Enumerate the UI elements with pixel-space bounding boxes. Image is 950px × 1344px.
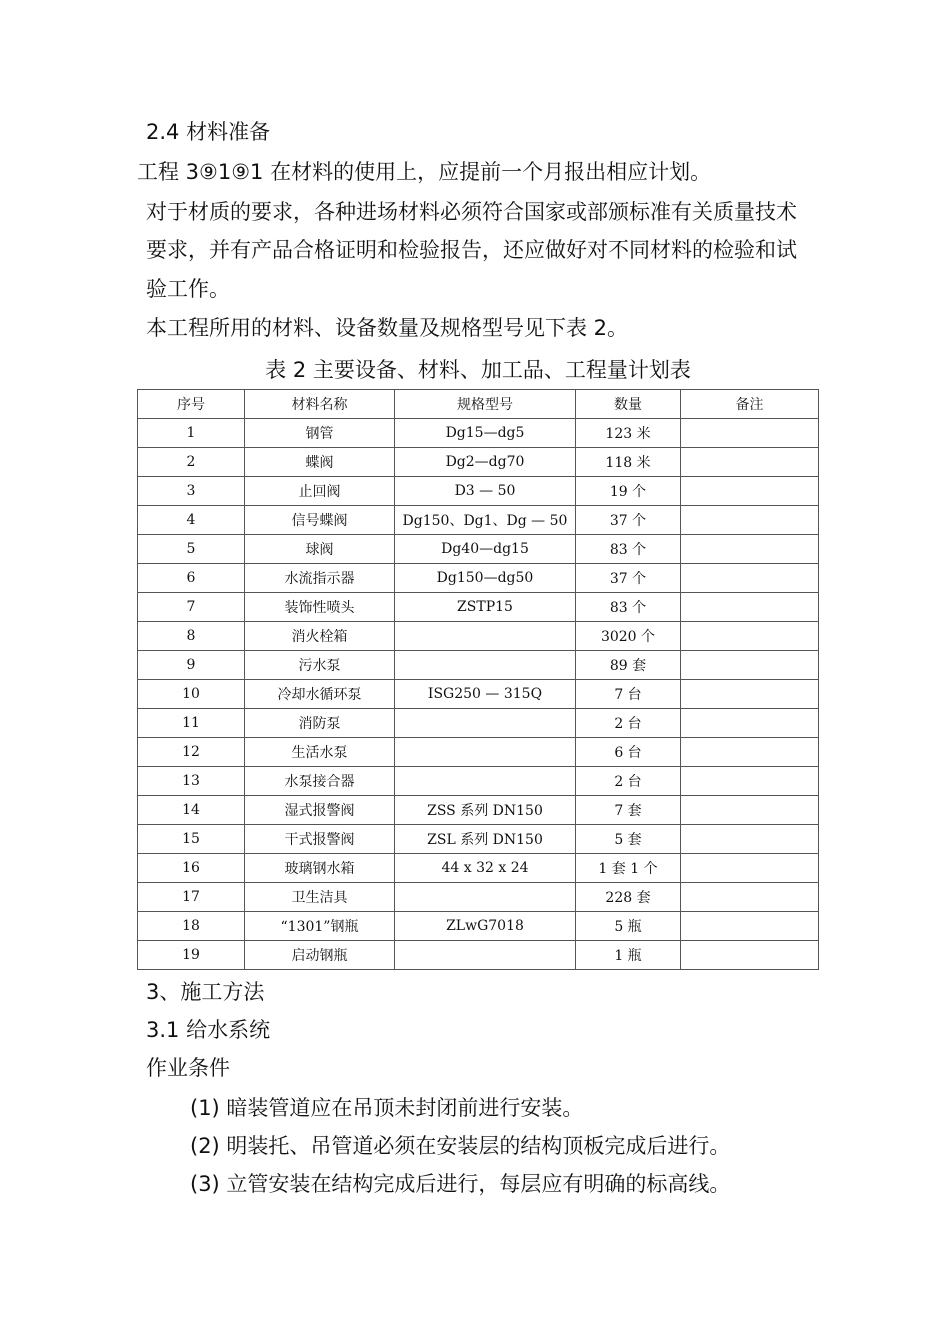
cell-quantity: 5 瓶 (576, 912, 681, 941)
cell-spec: Dg15—dg5 (395, 419, 576, 448)
cell-remark (681, 506, 819, 535)
cell-quantity: 37 个 (576, 506, 681, 535)
cell-quantity: 228 套 (576, 883, 681, 912)
table-row (138, 796, 819, 825)
table-caption: 表 2 主要设备、材料、加工品、工程量计划表 (265, 358, 691, 382)
cell-spec: Dg40—dg15 (395, 535, 576, 564)
cell-index: 1 (138, 419, 245, 448)
table-row (138, 622, 819, 651)
cell-name: 水流指示器 (245, 564, 395, 593)
col-header-index: 序号 (138, 390, 245, 419)
cell-name: 启动钢瓶 (245, 941, 395, 970)
table-row (138, 912, 819, 941)
cell-spec: D3 — 50 (395, 477, 576, 506)
table-row (138, 883, 819, 912)
table-row (138, 593, 819, 622)
cell-index: 6 (138, 564, 245, 593)
cell-index: 3 (138, 477, 245, 506)
cell-index: 15 (138, 825, 245, 854)
cell-spec: ZSL 系列 DN150 (395, 825, 576, 854)
cell-name: 卫生洁具 (245, 883, 395, 912)
cell-name: 信号蝶阀 (245, 506, 395, 535)
paragraph-quality-line-3: 验工作。 (146, 277, 230, 301)
cell-name: 止回阀 (245, 477, 395, 506)
cell-spec: Dg150、Dg1、Dg — 50 (395, 506, 576, 535)
cell-name: “1301”钢瓶 (245, 912, 395, 941)
cell-remark (681, 854, 819, 883)
cell-name: 污水泵 (245, 651, 395, 680)
cell-remark (681, 651, 819, 680)
cell-remark (681, 593, 819, 622)
cell-spec (395, 738, 576, 767)
cell-quantity: 83 个 (576, 535, 681, 564)
cell-index: 2 (138, 448, 245, 477)
cell-index: 5 (138, 535, 245, 564)
cell-quantity: 118 米 (576, 448, 681, 477)
cell-spec: 44 x 32 x 24 (395, 854, 576, 883)
cell-index: 8 (138, 622, 245, 651)
cell-spec: Dg150—dg50 (395, 564, 576, 593)
condition-item-1: (1) 暗装管道应在吊顶未封闭前进行安装。 (190, 1096, 584, 1120)
table-row (138, 651, 819, 680)
cell-index: 7 (138, 593, 245, 622)
cell-quantity: 7 套 (576, 796, 681, 825)
col-header-quantity: 数量 (576, 390, 681, 419)
cell-remark (681, 767, 819, 796)
cell-name: 玻璃钢水箱 (245, 854, 395, 883)
cell-quantity: 19 个 (576, 477, 681, 506)
condition-item-3: (3) 立管安装在结构完成后进行，每层应有明确的标高线。 (190, 1172, 731, 1196)
cell-remark (681, 941, 819, 970)
cell-spec: ZSS 系列 DN150 (395, 796, 576, 825)
table-header-row (138, 390, 819, 419)
paragraph-quality-line-1: 对于材质的要求，各种进场材料必须符合国家或部颁标准有关质量技术 (146, 200, 797, 224)
table-row (138, 854, 819, 883)
cell-spec (395, 709, 576, 738)
col-header-spec: 规格型号 (395, 390, 576, 419)
cell-name: 钢管 (245, 419, 395, 448)
cell-remark (681, 912, 819, 941)
cell-remark (681, 796, 819, 825)
cell-quantity: 3020 个 (576, 622, 681, 651)
col-header-name: 材料名称 (245, 390, 395, 419)
cell-name: 湿式报警阀 (245, 796, 395, 825)
cell-name: 蝶阀 (245, 448, 395, 477)
cell-quantity: 1 瓶 (576, 941, 681, 970)
table-row (138, 709, 819, 738)
cell-index: 17 (138, 883, 245, 912)
table-row (138, 535, 819, 564)
cell-quantity: 7 台 (576, 680, 681, 709)
table-row (138, 419, 819, 448)
cell-remark (681, 622, 819, 651)
table-row (138, 564, 819, 593)
cell-remark (681, 564, 819, 593)
table-row (138, 738, 819, 767)
cell-quantity: 5 套 (576, 825, 681, 854)
cell-quantity: 6 台 (576, 738, 681, 767)
paragraph-plan: 工程 3⑨1⑨1 在材料的使用上，应提前一个月报出相应计划。 (137, 160, 712, 184)
cell-remark (681, 709, 819, 738)
cell-remark (681, 680, 819, 709)
table-row (138, 477, 819, 506)
cell-spec (395, 622, 576, 651)
cell-quantity: 123 米 (576, 419, 681, 448)
cell-index: 16 (138, 854, 245, 883)
table-row (138, 680, 819, 709)
col-header-remark: 备注 (681, 390, 819, 419)
cell-quantity: 89 套 (576, 651, 681, 680)
cell-spec: Dg2—dg70 (395, 448, 576, 477)
cell-quantity: 1 套 1 个 (576, 854, 681, 883)
cell-name: 消火栓箱 (245, 622, 395, 651)
cell-spec (395, 941, 576, 970)
table-row (138, 767, 819, 796)
cell-quantity: 83 个 (576, 593, 681, 622)
cell-spec: ZSTP15 (395, 593, 576, 622)
section-heading-3-1: 3.1 给水系统 (146, 1018, 271, 1042)
cell-remark (681, 738, 819, 767)
paragraph-table-ref: 本工程所用的材料、设备数量及规格型号见下表 2。 (146, 316, 629, 340)
table-row (138, 506, 819, 535)
cell-index: 9 (138, 651, 245, 680)
cell-index: 13 (138, 767, 245, 796)
cell-index: 18 (138, 912, 245, 941)
cell-remark (681, 419, 819, 448)
table-row (138, 448, 819, 477)
cell-name: 干式报警阀 (245, 825, 395, 854)
conditions-title: 作业条件 (146, 1056, 230, 1080)
cell-spec (395, 651, 576, 680)
table-row (138, 825, 819, 854)
cell-remark (681, 535, 819, 564)
section-heading-2-4: 2.4 材料准备 (146, 120, 271, 144)
cell-remark (681, 825, 819, 854)
cell-remark (681, 477, 819, 506)
cell-index: 11 (138, 709, 245, 738)
cell-name: 消防泵 (245, 709, 395, 738)
cell-name: 水泵接合器 (245, 767, 395, 796)
cell-name: 球阀 (245, 535, 395, 564)
cell-quantity: 2 台 (576, 709, 681, 738)
cell-name: 装饰性喷头 (245, 593, 395, 622)
table-row (138, 941, 819, 970)
cell-index: 19 (138, 941, 245, 970)
cell-quantity: 2 台 (576, 767, 681, 796)
cell-quantity: 37 个 (576, 564, 681, 593)
cell-remark (681, 883, 819, 912)
cell-name: 冷却水循环泵 (245, 680, 395, 709)
cell-spec: ISG250 — 315Q (395, 680, 576, 709)
cell-name: 生活水泵 (245, 738, 395, 767)
condition-item-2: (2) 明装托、吊管道必须在安装层的结构顶板完成后进行。 (190, 1134, 731, 1158)
cell-index: 12 (138, 738, 245, 767)
cell-index: 10 (138, 680, 245, 709)
cell-spec (395, 767, 576, 796)
cell-index: 14 (138, 796, 245, 825)
paragraph-quality-line-2: 要求，并有产品合格证明和检验报告，还应做好对不同材料的检验和试 (146, 238, 797, 262)
cell-index: 4 (138, 506, 245, 535)
section-heading-3: 3、施工方法 (146, 980, 265, 1004)
cell-remark (681, 448, 819, 477)
cell-spec (395, 883, 576, 912)
cell-spec: ZLwG7018 (395, 912, 576, 941)
materials-table (137, 389, 819, 970)
